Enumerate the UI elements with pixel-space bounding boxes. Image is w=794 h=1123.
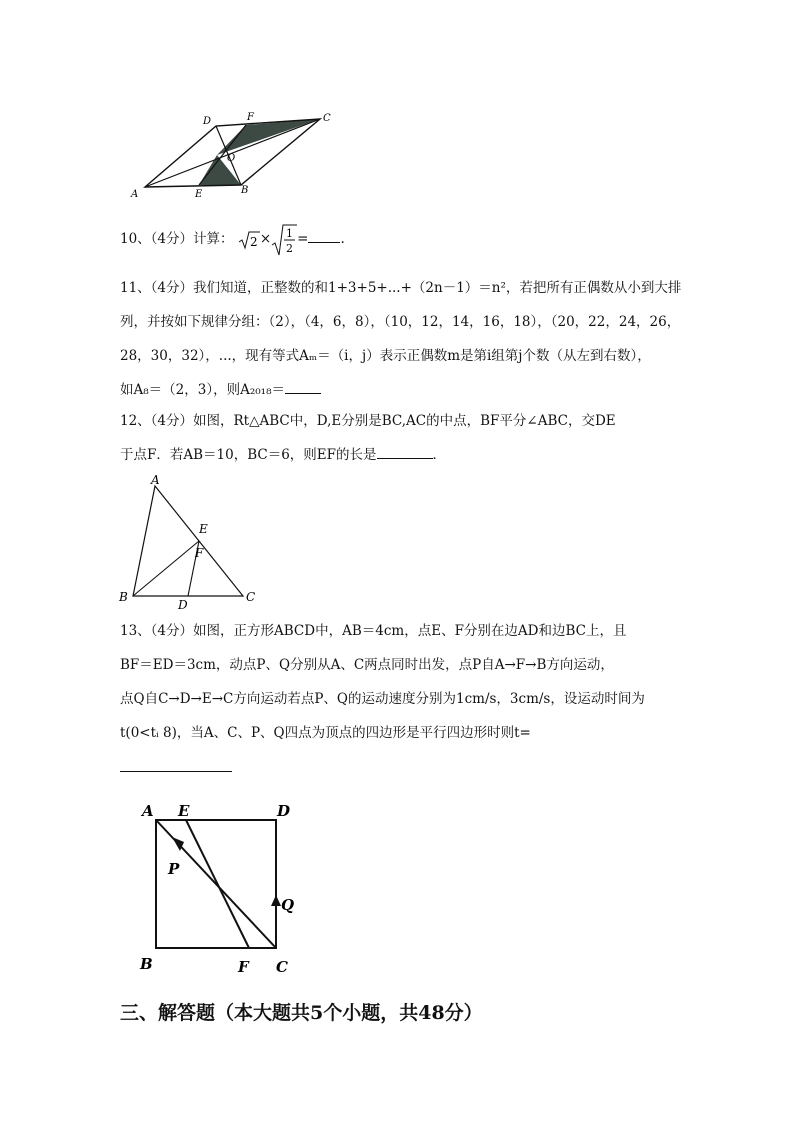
question-10: 10、（4分）计算： 2 × 1 2 = . <box>120 222 680 257</box>
equals-sign: = <box>297 231 309 247</box>
label-D: D <box>203 116 212 127</box>
answer-blank-12[interactable] <box>377 444 433 459</box>
parallelogram-figure <box>125 105 335 205</box>
label-A: A <box>151 473 160 487</box>
sqrt-half <box>271 222 297 257</box>
label-C: C <box>276 958 288 976</box>
svg-text:2: 2 <box>286 241 294 255</box>
question-12: 12、（4分）如图，Rt△ABC中，D,E分别是BC,AC的中点，BF平分∠ABC，交DE 于点F．若AB＝10，BC＝6，则EF的长是 ． <box>120 404 680 472</box>
square-figure <box>132 794 302 979</box>
answer-blank-11[interactable] <box>285 379 321 394</box>
q13-line3: 点Q自C→D→E→C方向运动若点P、Q的运动速度分别为1cm/s，3cm/s，设运动时间为 <box>120 691 645 707</box>
triangle-figure <box>115 472 265 612</box>
label-C: C <box>323 113 331 124</box>
q12-line1: 12、（4分）如图，Rt△ABC中，D,E分别是BC,AC的中点，BF平分∠ABC，交DE <box>120 413 616 429</box>
q13-line2: BF＝ED＝3cm，动点P、Q分别从A、C两点同时出发，点P自A→F→B方向运动， <box>120 657 614 673</box>
label-A: A <box>131 189 139 200</box>
q11-line3: 28，30，32），...，现有等式Aₘ＝（i，j）表示正偶数m是第i组第j个数（从左到右数）， <box>120 348 651 364</box>
arrow-Q <box>271 895 281 906</box>
times-sign: × <box>259 231 272 247</box>
label-D: D <box>178 598 188 612</box>
sqrt-2 <box>238 223 260 257</box>
q13-line1: 13、（4分）如图，正方形ABCD中，AB＝4cm，点E、F分别在边AD和边BC上，且 <box>120 623 627 639</box>
question-13 <box>120 614 680 750</box>
section-3-title: 三、解答题（本大题共5个小题，共48分） <box>120 1002 483 1024</box>
q10-number: 10、（4分）计算： <box>120 231 234 247</box>
question-11 <box>120 271 680 407</box>
label-D: D <box>277 802 291 820</box>
label-P: P <box>168 860 180 878</box>
label-F: F <box>195 546 204 560</box>
q11-line4: 如A₈＝（2，3），则A₂₀₁₈＝ <box>120 382 285 398</box>
svg-text:2: 2 <box>249 235 258 249</box>
q12-line2: 于点F．若AB＝10，BC＝6，则EF的长是 <box>120 447 377 463</box>
svg-text:1: 1 <box>286 226 294 240</box>
q11-line2: 列，并按如下规律分组：（2），（4，6，8），（10，12，14，16，18），（20，22，24，26， <box>120 314 681 330</box>
q11-line1: 11、（4分）我们知道，正整数的和1+3+5+...+（2n－1）＝n²，若把所有正偶数从小到大排 <box>120 280 682 296</box>
label-O: O <box>227 153 236 164</box>
label-E: E <box>195 189 203 200</box>
label-Q: Q <box>281 896 295 914</box>
label-B: B <box>241 185 249 196</box>
label-B: B <box>119 590 128 604</box>
q13-line4: t(0<tᵢ 8)，当A、C、P、Q四点为顶点的四边形是平行四边形时则t= <box>120 725 531 741</box>
answer-blank-10[interactable] <box>308 228 340 243</box>
label-F: F <box>238 958 249 976</box>
label-A: A <box>142 802 154 820</box>
label-C: C <box>246 590 256 604</box>
label-E: E <box>178 802 190 820</box>
answer-blank-13[interactable] <box>120 771 232 772</box>
label-B: B <box>140 955 153 973</box>
label-F: F <box>247 112 254 123</box>
label-E: E <box>199 522 208 536</box>
